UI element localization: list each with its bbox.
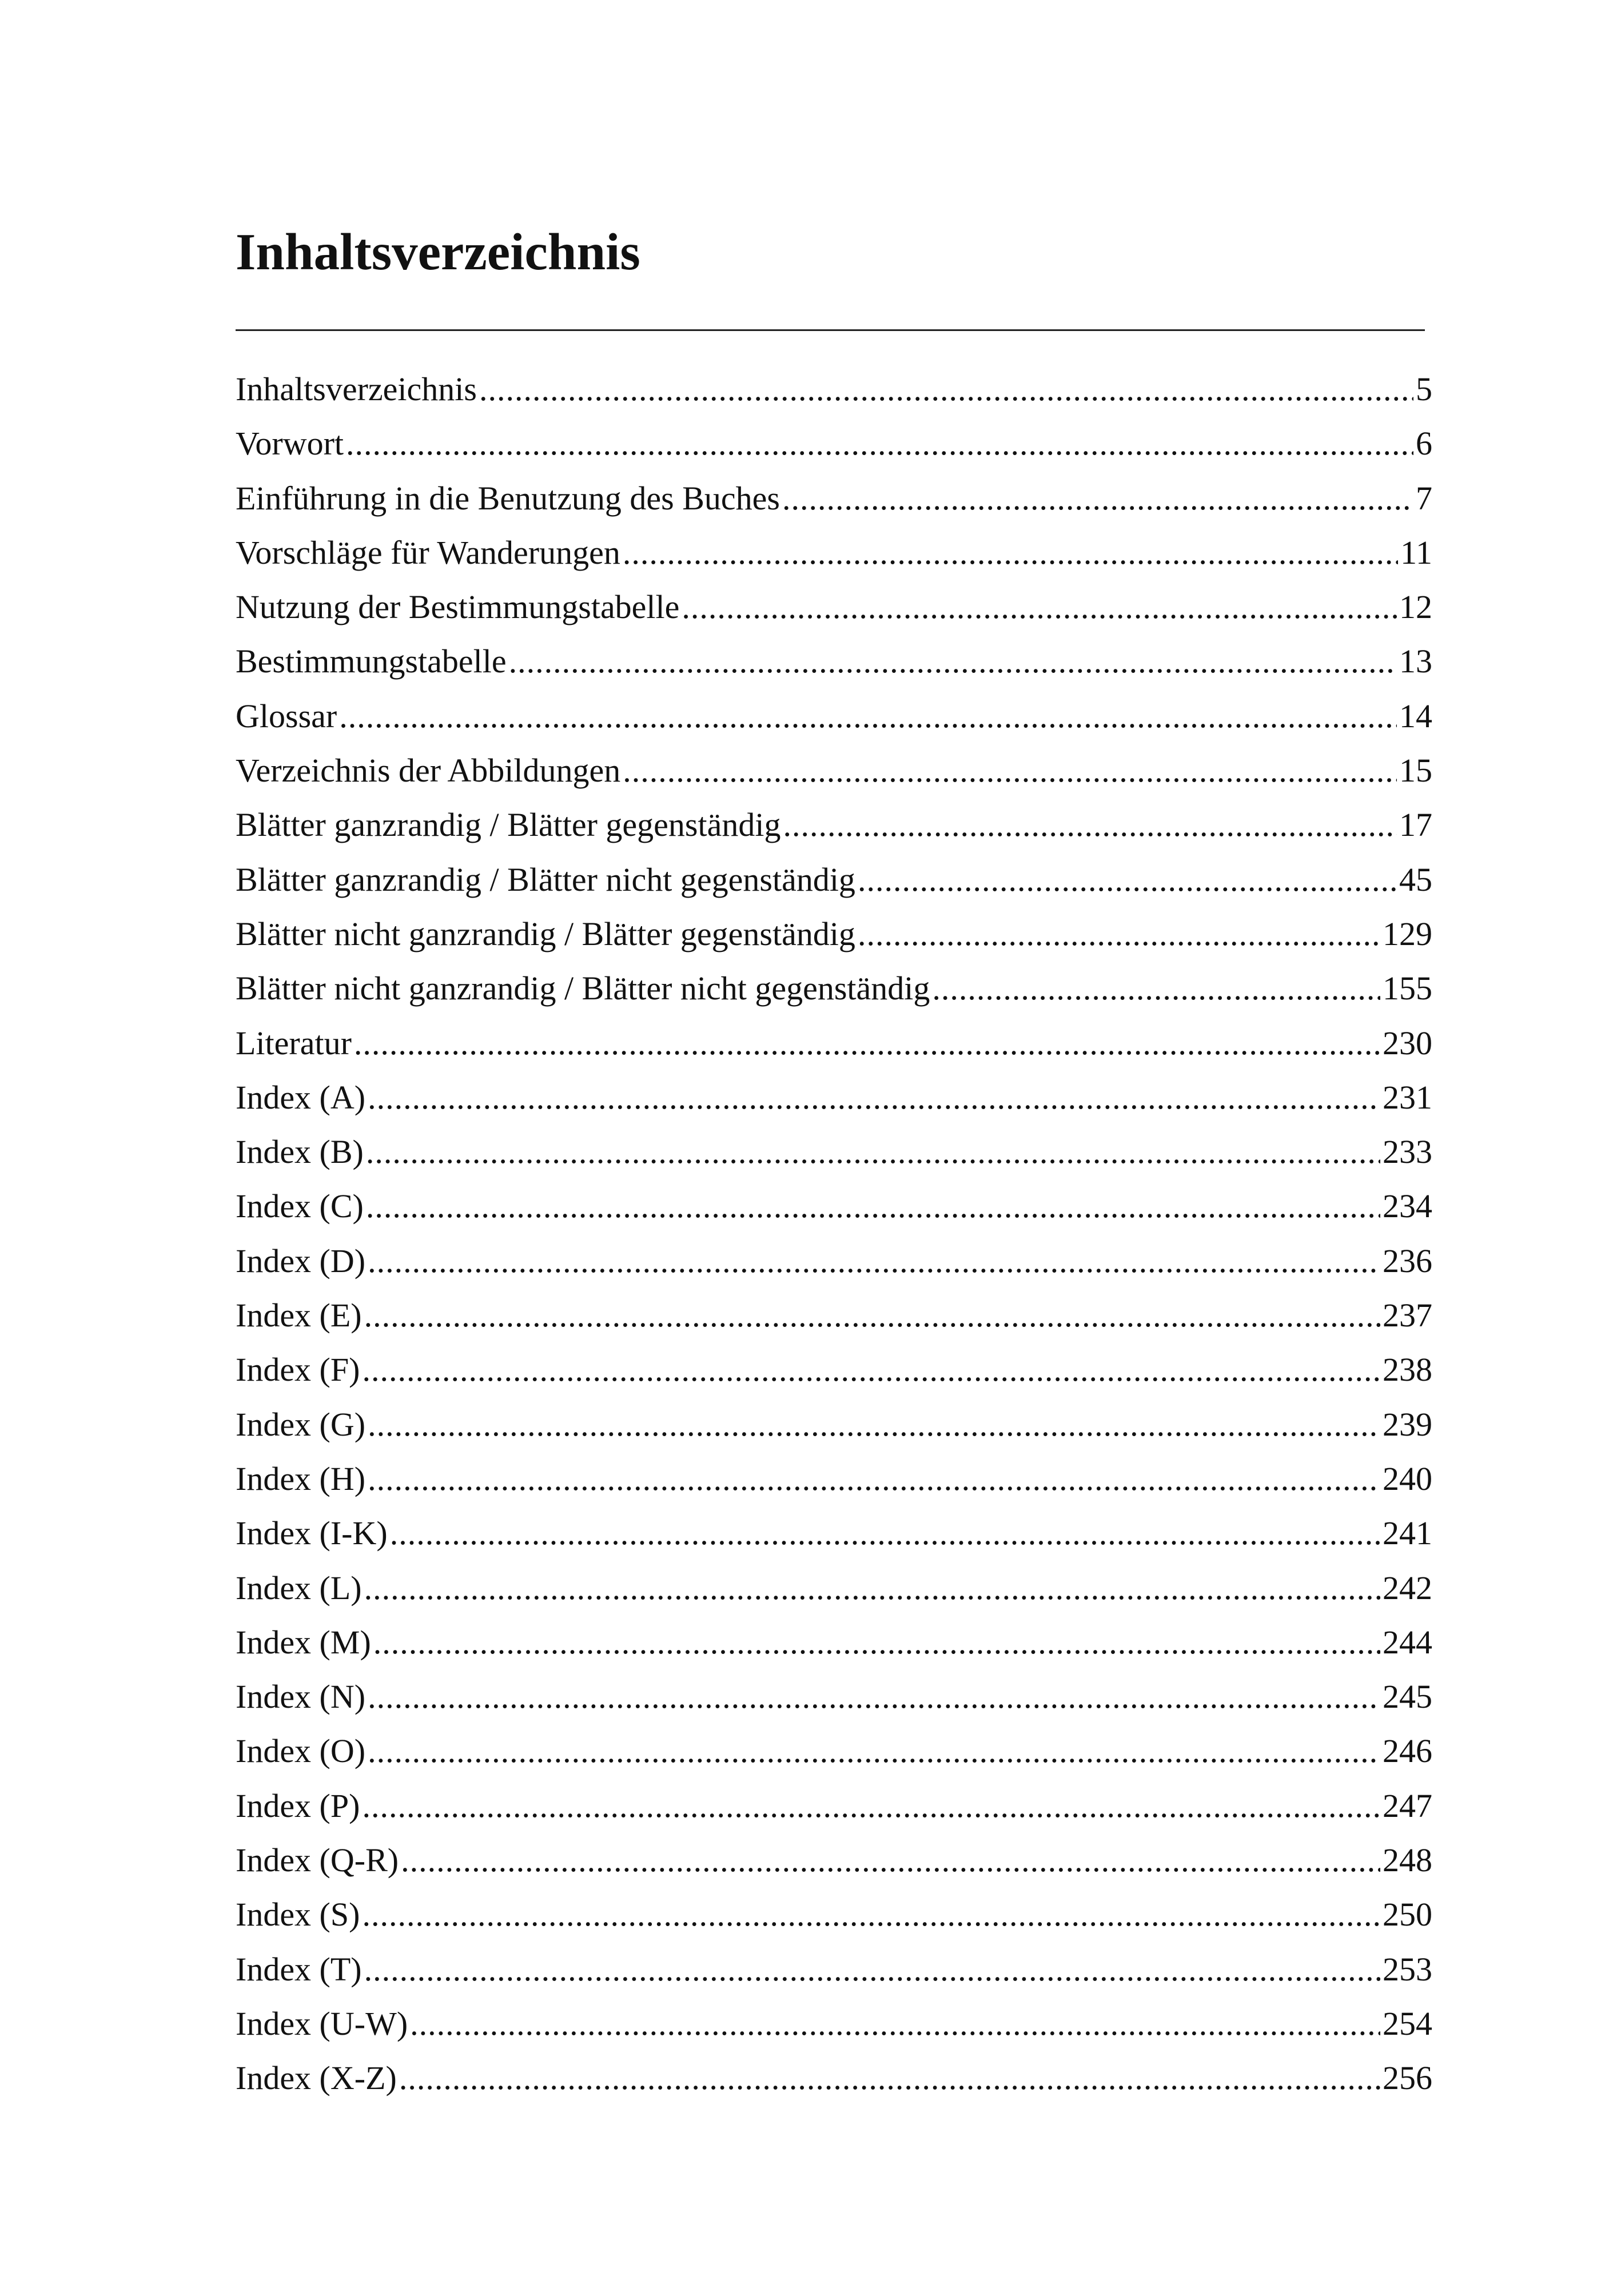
toc-dot-leader xyxy=(783,798,1397,852)
toc-dot-leader xyxy=(362,1779,1380,1833)
toc-entry xyxy=(236,1288,1432,1342)
toc-dot-leader xyxy=(509,634,1397,688)
toc-entry-title: Blätter nicht ganzrandig / Blätter nicht gegenständig xyxy=(236,970,930,1007)
toc-entry-title: Index (M) xyxy=(236,1623,371,1661)
toc-dot-leader xyxy=(368,1070,1380,1125)
toc-entry-page-number: 237 xyxy=(1383,1297,1432,1334)
toc-entry xyxy=(236,907,1432,961)
toc-entry-title: Nutzung der Bestimmungstabelle xyxy=(236,588,680,626)
toc-dot-leader xyxy=(368,1724,1380,1778)
toc-entry-page-number: 15 xyxy=(1399,752,1432,790)
toc-dot-leader xyxy=(354,1016,1380,1070)
toc-entry-title: Inhaltsverzeichnis xyxy=(236,370,477,408)
toc-entry xyxy=(236,1887,1432,1942)
toc-entry xyxy=(236,580,1432,634)
toc-entry-page-number: 7 xyxy=(1416,479,1432,517)
toc-entry xyxy=(236,471,1432,525)
toc-entry-title: Einführung in die Benutzung des Buches xyxy=(236,479,780,517)
toc-dot-leader xyxy=(682,580,1397,634)
toc-entry-page-number: 245 xyxy=(1383,1678,1432,1716)
toc-dot-leader xyxy=(346,416,1413,471)
toc-dot-leader xyxy=(623,743,1397,798)
toc-entry xyxy=(236,689,1432,743)
toc-entry-title: Index (E) xyxy=(236,1297,362,1334)
toc-entry-title: Blätter ganzrandig / Blätter nicht gegenständig xyxy=(236,860,855,898)
toc-entry-page-number: 242 xyxy=(1383,1569,1432,1607)
toc-entry xyxy=(236,798,1432,852)
toc-dot-leader xyxy=(366,1125,1380,1179)
toc-entry-title: Index (Q-R) xyxy=(236,1841,399,1879)
toc-dot-leader xyxy=(410,1996,1380,2051)
toc-entry xyxy=(236,1397,1432,1452)
toc-dot-leader xyxy=(623,525,1398,580)
toc-entry-page-number: 244 xyxy=(1383,1623,1432,1661)
toc-entry-page-number: 254 xyxy=(1383,2004,1432,2042)
toc-entry xyxy=(236,634,1432,688)
toc-entry-title: Index (H) xyxy=(236,1460,366,1497)
toc-entry xyxy=(236,1779,1432,1833)
toc-entry-title: Index (I-K) xyxy=(236,1514,388,1552)
toc-entry-title: Index (L) xyxy=(236,1569,362,1607)
toc-dot-leader xyxy=(339,689,1397,743)
toc-entry-title: Index (P) xyxy=(236,1787,360,1824)
toc-entry xyxy=(236,1833,1432,1887)
toc-entry-title: Index (O) xyxy=(236,1732,366,1770)
toc-entry xyxy=(236,1179,1432,1233)
toc-entry xyxy=(236,961,1432,1015)
toc-entry-page-number: 230 xyxy=(1383,1024,1432,1062)
toc-dot-leader xyxy=(368,1669,1380,1724)
toc-entry-page-number: 5 xyxy=(1416,370,1432,408)
toc-entry-page-number: 11 xyxy=(1400,533,1432,571)
toc-entry xyxy=(236,1942,1432,1996)
toc-entry-title: Index (A) xyxy=(236,1078,366,1116)
toc-entry-page-number: 236 xyxy=(1383,1242,1432,1279)
toc-entry-page-number: 247 xyxy=(1383,1787,1432,1824)
toc-entry-page-number: 241 xyxy=(1383,1514,1432,1552)
toc-entry xyxy=(236,416,1432,471)
toc-entry-page-number: 129 xyxy=(1383,915,1432,952)
page-title: Inhaltsverzeichnis xyxy=(236,223,640,281)
toc-entry-title: Index (C) xyxy=(236,1187,364,1225)
toc-entry xyxy=(236,1996,1432,2051)
toc-entry-title: Literatur xyxy=(236,1024,352,1062)
toc-entry-page-number: 239 xyxy=(1383,1405,1432,1443)
toc-entry-title: Index (U-W) xyxy=(236,2004,408,2042)
title-divider xyxy=(236,329,1425,331)
toc-dot-leader xyxy=(364,1288,1380,1342)
toc-dot-leader xyxy=(364,1561,1380,1615)
toc-entry-title: Blätter ganzrandig / Blätter gegenständig xyxy=(236,806,781,844)
toc-entry-page-number: 155 xyxy=(1383,970,1432,1007)
toc-entry xyxy=(236,1724,1432,1778)
toc-entry xyxy=(236,1561,1432,1615)
toc-dot-leader xyxy=(479,362,1413,416)
toc-dot-leader xyxy=(932,961,1380,1015)
toc-entry xyxy=(236,1506,1432,1560)
toc-dot-leader xyxy=(366,1179,1380,1233)
toc-dot-leader xyxy=(368,1397,1380,1452)
toc-entry xyxy=(236,1615,1432,1669)
toc-entry-title: Vorschläge für Wanderungen xyxy=(236,533,620,571)
toc-entry-page-number: 256 xyxy=(1383,2059,1432,2097)
toc-entry-page-number: 248 xyxy=(1383,1841,1432,1879)
toc-dot-leader xyxy=(368,1452,1380,1506)
toc-entry-title: Bestimmungstabelle xyxy=(236,643,507,680)
toc-entry xyxy=(236,2051,1432,2105)
toc-dot-leader xyxy=(373,1615,1380,1669)
toc-dot-leader xyxy=(399,2051,1380,2105)
toc-entry-page-number: 17 xyxy=(1399,806,1432,844)
toc-entry-page-number: 12 xyxy=(1399,588,1432,626)
toc-entry xyxy=(236,362,1432,416)
toc-entry-page-number: 45 xyxy=(1399,860,1432,898)
toc-entry-title: Index (N) xyxy=(236,1678,366,1716)
toc-entry-page-number: 250 xyxy=(1383,1896,1432,1934)
toc-entry xyxy=(236,525,1432,580)
toc-entry xyxy=(236,852,1432,907)
toc-entry xyxy=(236,1016,1432,1070)
toc-entry-title: Index (D) xyxy=(236,1242,366,1279)
toc-entry-title: Vorwort xyxy=(236,425,344,463)
toc-dot-leader xyxy=(858,852,1397,907)
toc-dot-leader xyxy=(364,1942,1380,1996)
toc-entry-title: Index (F) xyxy=(236,1351,360,1389)
toc-entry-title: Index (G) xyxy=(236,1405,366,1443)
toc-entry xyxy=(236,1234,1432,1288)
toc-dot-leader xyxy=(362,1887,1380,1942)
toc-entry-title: Index (S) xyxy=(236,1896,360,1934)
toc-entry-title: Index (T) xyxy=(236,1950,362,1988)
toc-dot-leader xyxy=(782,471,1413,525)
toc-entry-page-number: 233 xyxy=(1383,1133,1432,1171)
toc-entry-title: Index (X-Z) xyxy=(236,2059,397,2097)
toc-entry xyxy=(236,1342,1432,1397)
toc-dot-leader xyxy=(858,907,1380,961)
toc-entry-title: Verzeichnis der Abbildungen xyxy=(236,752,621,790)
toc-entry-page-number: 253 xyxy=(1383,1950,1432,1988)
toc-entry-page-number: 13 xyxy=(1399,643,1432,680)
toc-entry-page-number: 234 xyxy=(1383,1187,1432,1225)
toc-entry xyxy=(236,1125,1432,1179)
toc-dot-leader xyxy=(362,1342,1380,1397)
toc-entry-page-number: 246 xyxy=(1383,1732,1432,1770)
toc-entry xyxy=(236,743,1432,798)
toc-entry-page-number: 240 xyxy=(1383,1460,1432,1497)
toc-entry-title: Index (B) xyxy=(236,1133,364,1171)
toc-entry-page-number: 231 xyxy=(1383,1078,1432,1116)
toc-dot-leader xyxy=(401,1833,1380,1887)
toc-dot-leader xyxy=(390,1506,1380,1560)
toc-entry-page-number: 238 xyxy=(1383,1351,1432,1389)
toc-entry-title: Glossar xyxy=(236,697,337,735)
toc-entry-title: Blätter nicht ganzrandig / Blätter gegenständig xyxy=(236,915,855,952)
toc-entry-page-number: 6 xyxy=(1416,425,1432,463)
toc-dot-leader xyxy=(368,1234,1380,1288)
toc-entry xyxy=(236,1070,1432,1125)
toc-entry xyxy=(236,1669,1432,1724)
table-of-contents xyxy=(236,362,1432,2106)
toc-entry xyxy=(236,1452,1432,1506)
toc-entry-page-number: 14 xyxy=(1399,697,1432,735)
